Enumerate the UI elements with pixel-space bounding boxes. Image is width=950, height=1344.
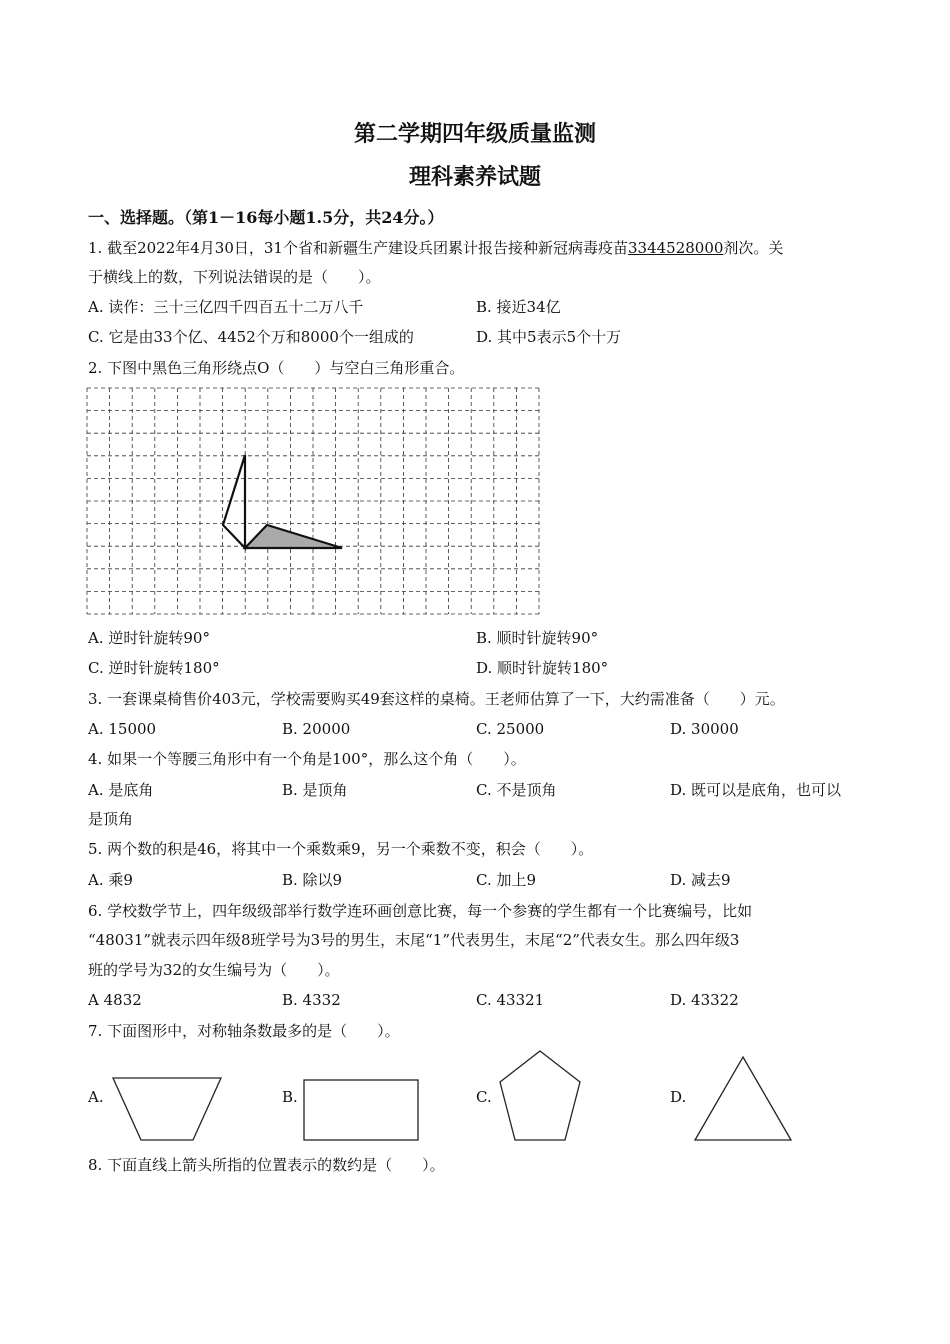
q6-stem-line2: “48031”就表示四年级8班学号为3号的男生，末尾“1”代表男生，末尾“2”代表女生。那么四年级3 bbox=[88, 931, 740, 949]
q1-underlined-number: 3344528000 bbox=[627, 239, 724, 257]
section-heading: 一、选择题。（第1－16每小题1.5分，共24分。） bbox=[88, 208, 444, 227]
q2-option-b[interactable]: B. 顺时针旋转90° bbox=[476, 629, 599, 647]
q5-option-a[interactable]: A. 乘9 bbox=[88, 871, 133, 889]
q5-option-b[interactable]: B. 除以9 bbox=[282, 871, 343, 889]
q5-stem: 5. 两个数的积是46，将其中一个乘数乘9，另一个乘数不变，积会（ ）。 bbox=[88, 840, 594, 858]
q7-stem: 7. 下面图形中，对称轴条数最多的是（ ）。 bbox=[88, 1022, 400, 1040]
q4-option-c[interactable]: C. 不是顶角 bbox=[476, 781, 557, 799]
q6-option-d[interactable]: D. 43322 bbox=[670, 991, 739, 1009]
q1-stem-line2: 于横线上的数，下列说法错误的是（ ）。 bbox=[88, 268, 381, 286]
q4-option-d[interactable]: D. 既可以是底角，也可以 bbox=[670, 781, 842, 799]
q6-stem-line3: 班的学号为32的女生编号为（ ）。 bbox=[88, 961, 340, 979]
q7-option-a-label[interactable]: A. bbox=[88, 1088, 104, 1106]
triangle-shape bbox=[695, 1057, 791, 1140]
q4-option-d-continued: 是顶角 bbox=[88, 810, 134, 828]
exam-title: 第二学期四年级质量监测 bbox=[353, 121, 596, 147]
trapezoid-shape bbox=[113, 1078, 221, 1140]
q8-stem: 8. 下面直线上箭头所指的位置表示的数约是（ ）。 bbox=[88, 1156, 445, 1174]
q3-option-d[interactable]: D. 30000 bbox=[670, 720, 739, 738]
q3-option-a[interactable]: A. 15000 bbox=[88, 720, 157, 738]
q5-option-d[interactable]: D. 减去9 bbox=[670, 871, 731, 889]
q6-option-a[interactable]: A 4832 bbox=[88, 991, 142, 1009]
q4-option-b[interactable]: B. 是顶角 bbox=[282, 781, 348, 799]
q3-option-c[interactable]: C. 25000 bbox=[476, 720, 545, 738]
q7-option-b-label[interactable]: B. bbox=[282, 1088, 298, 1106]
q1-option-c[interactable]: C. 它是由33个亿、4452个万和8000个一组成的 bbox=[88, 328, 414, 346]
pentagon-shape bbox=[500, 1051, 580, 1140]
q4-option-a[interactable]: A. 是底角 bbox=[88, 781, 154, 799]
q7-option-c-label[interactable]: C. bbox=[476, 1088, 492, 1106]
q6-option-b[interactable]: B. 4332 bbox=[282, 991, 341, 1009]
q1-stem-post: 剂次。关 bbox=[723, 239, 784, 257]
q2-option-d[interactable]: D. 顺时针旋转180° bbox=[476, 659, 609, 677]
q4-stem: 4. 如果一个等腰三角形中有一个角是100°，那么这个角（ ）。 bbox=[88, 750, 526, 768]
q2-option-a[interactable]: A. 逆时针旋转90° bbox=[88, 629, 210, 647]
q1-option-d[interactable]: D. 其中5表示5个十万 bbox=[476, 328, 622, 346]
q5-option-c[interactable]: C. 加上9 bbox=[476, 871, 537, 889]
q1-stem-pre: 1. 截至2022年4月30日，31个省和新疆生产建设兵团累计报告接种新冠病毒疫苗 bbox=[88, 239, 628, 257]
q6-stem-line1: 6. 学校数学节上，四年级级部举行数学连环画创意比赛，每一个参赛的学生都有一个比赛编号，比如 bbox=[88, 902, 753, 920]
exam-subtitle: 理科素养试题 bbox=[408, 164, 541, 190]
q2-option-c[interactable]: C. 逆时针旋转180° bbox=[88, 659, 220, 677]
q6-option-c[interactable]: C. 43321 bbox=[476, 991, 545, 1009]
q2-stem: 2. 下图中黑色三角形绕点O（ ）与空白三角形重合。 bbox=[88, 359, 465, 377]
q3-stem: 3. 一套课桌椅售价403元，学校需要购买49套这样的桌椅。王老师估算了一下，大约需准备（ ）元。 bbox=[88, 690, 785, 708]
q1-option-b[interactable]: B. 接近34亿 bbox=[476, 298, 561, 316]
rectangle-shape bbox=[304, 1080, 418, 1140]
q3-option-b[interactable]: B. 20000 bbox=[282, 720, 351, 738]
q7-option-d-label[interactable]: D. bbox=[670, 1088, 687, 1106]
q1-option-a[interactable]: A. 读作：三十三亿四千四百五十二万八千 bbox=[88, 298, 364, 316]
